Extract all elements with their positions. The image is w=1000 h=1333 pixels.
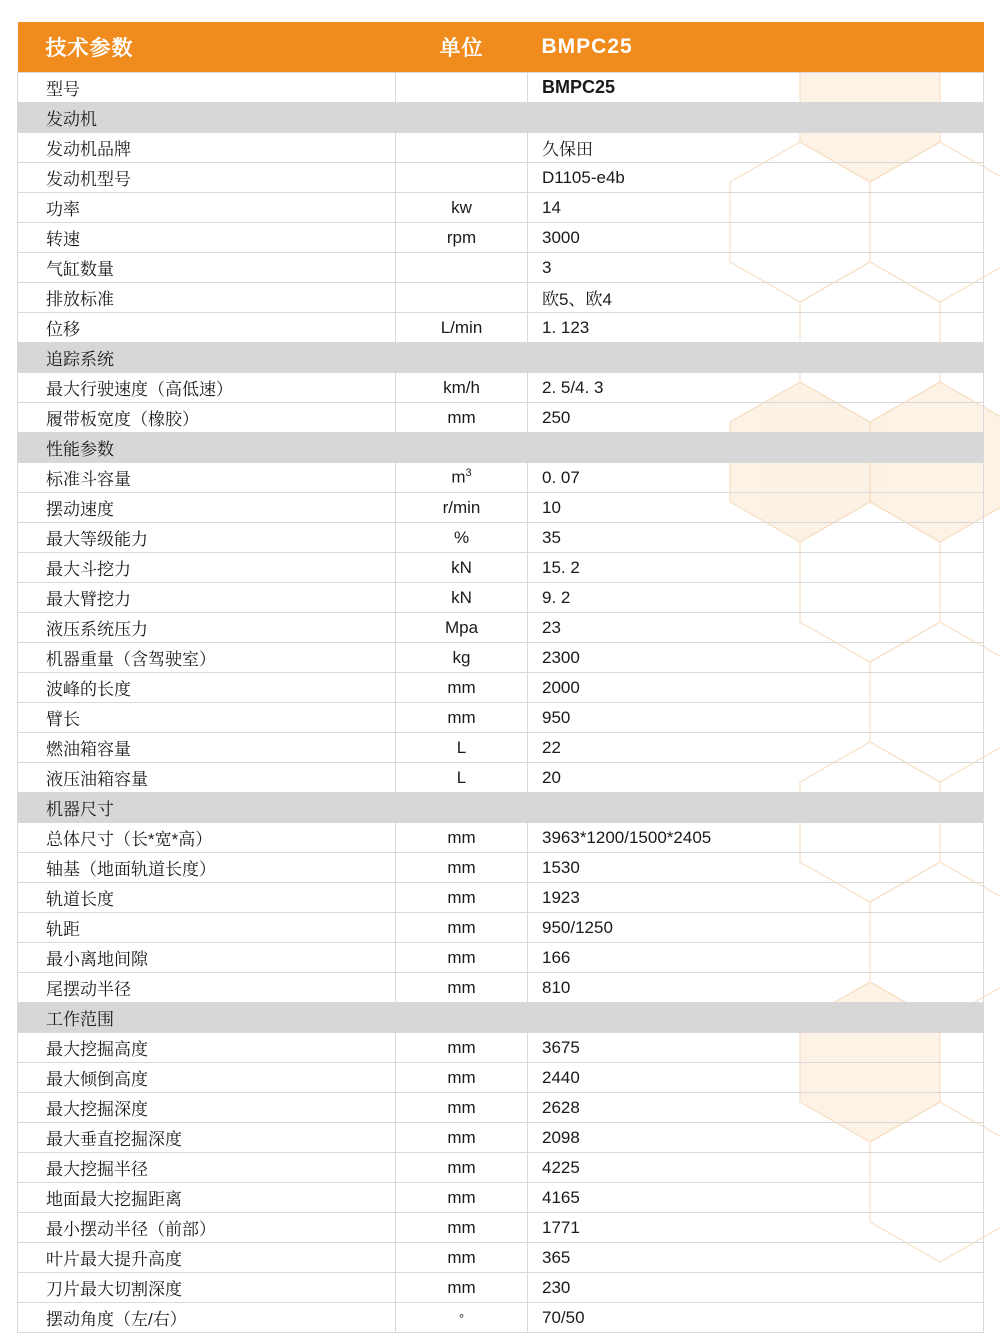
table-row (18, 523, 984, 553)
parameter-name: 轴基（地面轨道长度） (18, 853, 396, 883)
parameter-value: 2440 (528, 1063, 984, 1093)
parameter-name: 摆动角度（左/右） (18, 1303, 396, 1333)
table-row (18, 1093, 984, 1123)
table-row (18, 1243, 984, 1273)
parameter-value: BMPC25 (528, 73, 984, 103)
parameter-name: 最大挖掘半径 (18, 1153, 396, 1183)
table-section-row (18, 343, 984, 373)
table-row (18, 613, 984, 643)
table-row (18, 493, 984, 523)
parameter-unit: mm (396, 1153, 528, 1183)
table-row (18, 1033, 984, 1063)
table-section-row (18, 433, 984, 463)
parameter-name: 最大垂直挖掘深度 (18, 1123, 396, 1153)
table-header-row (18, 22, 984, 73)
table-section-row (18, 103, 984, 133)
parameter-unit: mm (396, 403, 528, 433)
parameter-unit: L (396, 733, 528, 763)
parameter-name: 地面最大挖掘距离 (18, 1183, 396, 1213)
parameter-name: 转速 (18, 223, 396, 253)
parameter-value: 2. 5/4. 3 (528, 373, 984, 403)
table-row (18, 553, 984, 583)
table-section-row (18, 793, 984, 823)
parameter-name: 最大臂挖力 (18, 583, 396, 613)
table-row (18, 703, 984, 733)
table-row (18, 223, 984, 253)
section-label: 性能参数 (18, 433, 984, 463)
table-row (18, 403, 984, 433)
table-row (18, 193, 984, 223)
parameter-value: 22 (528, 733, 984, 763)
parameter-unit: mm (396, 703, 528, 733)
parameter-name: 臂长 (18, 703, 396, 733)
parameter-value: 365 (528, 1243, 984, 1273)
table-row (18, 463, 984, 493)
parameter-unit: r/min (396, 493, 528, 523)
table-row (18, 583, 984, 613)
parameter-unit: kw (396, 193, 528, 223)
parameter-unit: kN (396, 553, 528, 583)
table-row (18, 853, 984, 883)
parameter-name: 轨距 (18, 913, 396, 943)
table-row (18, 1123, 984, 1153)
parameter-unit: rpm (396, 223, 528, 253)
parameter-value: 3963*1200/1500*2405 (528, 823, 984, 853)
parameter-name: 叶片最大提升高度 (18, 1243, 396, 1273)
table-row (18, 673, 984, 703)
parameter-unit: L/min (396, 313, 528, 343)
spec-sheet (0, 22, 1000, 1333)
parameter-name: 尾摆动半径 (18, 973, 396, 1003)
parameter-name: 标准斗容量 (18, 463, 396, 493)
parameter-unit: mm (396, 1093, 528, 1123)
parameter-unit (396, 73, 528, 103)
parameter-unit: mm (396, 823, 528, 853)
table-row (18, 73, 984, 103)
specification-table (17, 22, 984, 1333)
parameter-unit (396, 253, 528, 283)
parameter-value: 14 (528, 193, 984, 223)
parameter-value: D1105-e4b (528, 163, 984, 193)
parameter-unit: kN (396, 583, 528, 613)
table-row (18, 733, 984, 763)
table-section-row (18, 1003, 984, 1033)
parameter-name: 最大挖掘高度 (18, 1033, 396, 1063)
parameter-unit: mm (396, 943, 528, 973)
parameter-value: 1. 123 (528, 313, 984, 343)
parameter-value: 15. 2 (528, 553, 984, 583)
parameter-unit (396, 283, 528, 313)
parameter-value: 2000 (528, 673, 984, 703)
parameter-value: 250 (528, 403, 984, 433)
parameter-name: 液压系统压力 (18, 613, 396, 643)
parameter-name: 气缸数量 (18, 253, 396, 283)
parameter-unit: mm (396, 1243, 528, 1273)
parameter-value: 1923 (528, 883, 984, 913)
parameter-value: 950 (528, 703, 984, 733)
parameter-value: 70/50 (528, 1303, 984, 1333)
parameter-name: 发动机品牌 (18, 133, 396, 163)
parameter-value: 230 (528, 1273, 984, 1303)
table-row (18, 133, 984, 163)
section-label: 追踪系统 (18, 343, 984, 373)
table-row (18, 253, 984, 283)
parameter-value: 3000 (528, 223, 984, 253)
table-row (18, 883, 984, 913)
table-row (18, 643, 984, 673)
parameter-value: 2628 (528, 1093, 984, 1123)
section-label: 发动机 (18, 103, 984, 133)
parameter-value: 166 (528, 943, 984, 973)
table-row (18, 943, 984, 973)
table-row (18, 823, 984, 853)
parameter-name: 轨道长度 (18, 883, 396, 913)
section-label: 工作范围 (18, 1003, 984, 1033)
parameter-unit (396, 163, 528, 193)
parameter-value: 2098 (528, 1123, 984, 1153)
parameter-unit: mm (396, 973, 528, 1003)
parameter-name: 最大等级能力 (18, 523, 396, 553)
parameter-name: 最大挖掘深度 (18, 1093, 396, 1123)
parameter-name: 最大倾倒高度 (18, 1063, 396, 1093)
parameter-name: 总体尺寸（长*宽*高） (18, 823, 396, 853)
header-model: BMPC25 (528, 22, 984, 73)
parameter-unit: mm (396, 1063, 528, 1093)
parameter-unit: mm (396, 883, 528, 913)
parameter-name: 型号 (18, 73, 396, 103)
table-row (18, 373, 984, 403)
parameter-unit: kg (396, 643, 528, 673)
table-row (18, 1213, 984, 1243)
parameter-name: 最大斗挖力 (18, 553, 396, 583)
parameter-value: 3675 (528, 1033, 984, 1063)
table-row (18, 1183, 984, 1213)
header-parameter: 技术参数 (18, 22, 396, 73)
parameter-name: 波峰的长度 (18, 673, 396, 703)
parameter-value: 810 (528, 973, 984, 1003)
parameter-name: 排放标准 (18, 283, 396, 313)
parameter-unit: mm (396, 1033, 528, 1063)
parameter-value: 23 (528, 613, 984, 643)
table-row (18, 763, 984, 793)
parameter-unit: mm (396, 673, 528, 703)
parameter-unit (396, 133, 528, 163)
parameter-value: 35 (528, 523, 984, 553)
parameter-unit: mm (396, 853, 528, 883)
parameter-value: 3 (528, 253, 984, 283)
parameter-value: 950/1250 (528, 913, 984, 943)
table-row (18, 1273, 984, 1303)
parameter-unit: % (396, 523, 528, 553)
parameter-name: 发动机型号 (18, 163, 396, 193)
parameter-name: 摆动速度 (18, 493, 396, 523)
parameter-unit: mm (396, 913, 528, 943)
parameter-value: 0. 07 (528, 463, 984, 493)
section-label: 机器尺寸 (18, 793, 984, 823)
parameter-unit: L (396, 763, 528, 793)
table-row (18, 973, 984, 1003)
parameter-name: 最大行驶速度（高低速） (18, 373, 396, 403)
parameter-name: 机器重量（含驾驶室） (18, 643, 396, 673)
parameter-unit: mm (396, 1183, 528, 1213)
parameter-unit: mm (396, 1273, 528, 1303)
parameter-name: 刀片最大切割深度 (18, 1273, 396, 1303)
parameter-name: 最小离地间隙 (18, 943, 396, 973)
table-row (18, 313, 984, 343)
parameter-value: 久保田 (528, 133, 984, 163)
table-row (18, 1063, 984, 1093)
table-row (18, 283, 984, 313)
table-row (18, 913, 984, 943)
parameter-unit: $m^3$ (396, 463, 528, 493)
parameter-unit: Mpa (396, 613, 528, 643)
parameter-value: 欧5、欧4 (528, 283, 984, 313)
parameter-unit: mm (396, 1213, 528, 1243)
parameter-unit: km/h (396, 373, 528, 403)
parameter-name: 液压油箱容量 (18, 763, 396, 793)
parameter-name: 履带板宽度（橡胶） (18, 403, 396, 433)
table-body (18, 73, 984, 1333)
parameter-name: 功率 (18, 193, 396, 223)
parameter-name: 最小摆动半径（前部） (18, 1213, 396, 1243)
table-header (18, 22, 984, 73)
parameter-value: 4165 (528, 1183, 984, 1213)
parameter-value: 10 (528, 493, 984, 523)
parameter-value: 9. 2 (528, 583, 984, 613)
parameter-value: 4225 (528, 1153, 984, 1183)
parameter-unit: mm (396, 1123, 528, 1153)
header-unit: 单位 (396, 22, 528, 73)
table-row (18, 163, 984, 193)
parameter-value: 1771 (528, 1213, 984, 1243)
parameter-unit: ° (396, 1303, 528, 1333)
table-row (18, 1303, 984, 1333)
parameter-value: 2300 (528, 643, 984, 673)
parameter-value: 20 (528, 763, 984, 793)
parameter-name: 位移 (18, 313, 396, 343)
parameter-name: 燃油箱容量 (18, 733, 396, 763)
table-row (18, 1153, 984, 1183)
parameter-value: 1530 (528, 853, 984, 883)
